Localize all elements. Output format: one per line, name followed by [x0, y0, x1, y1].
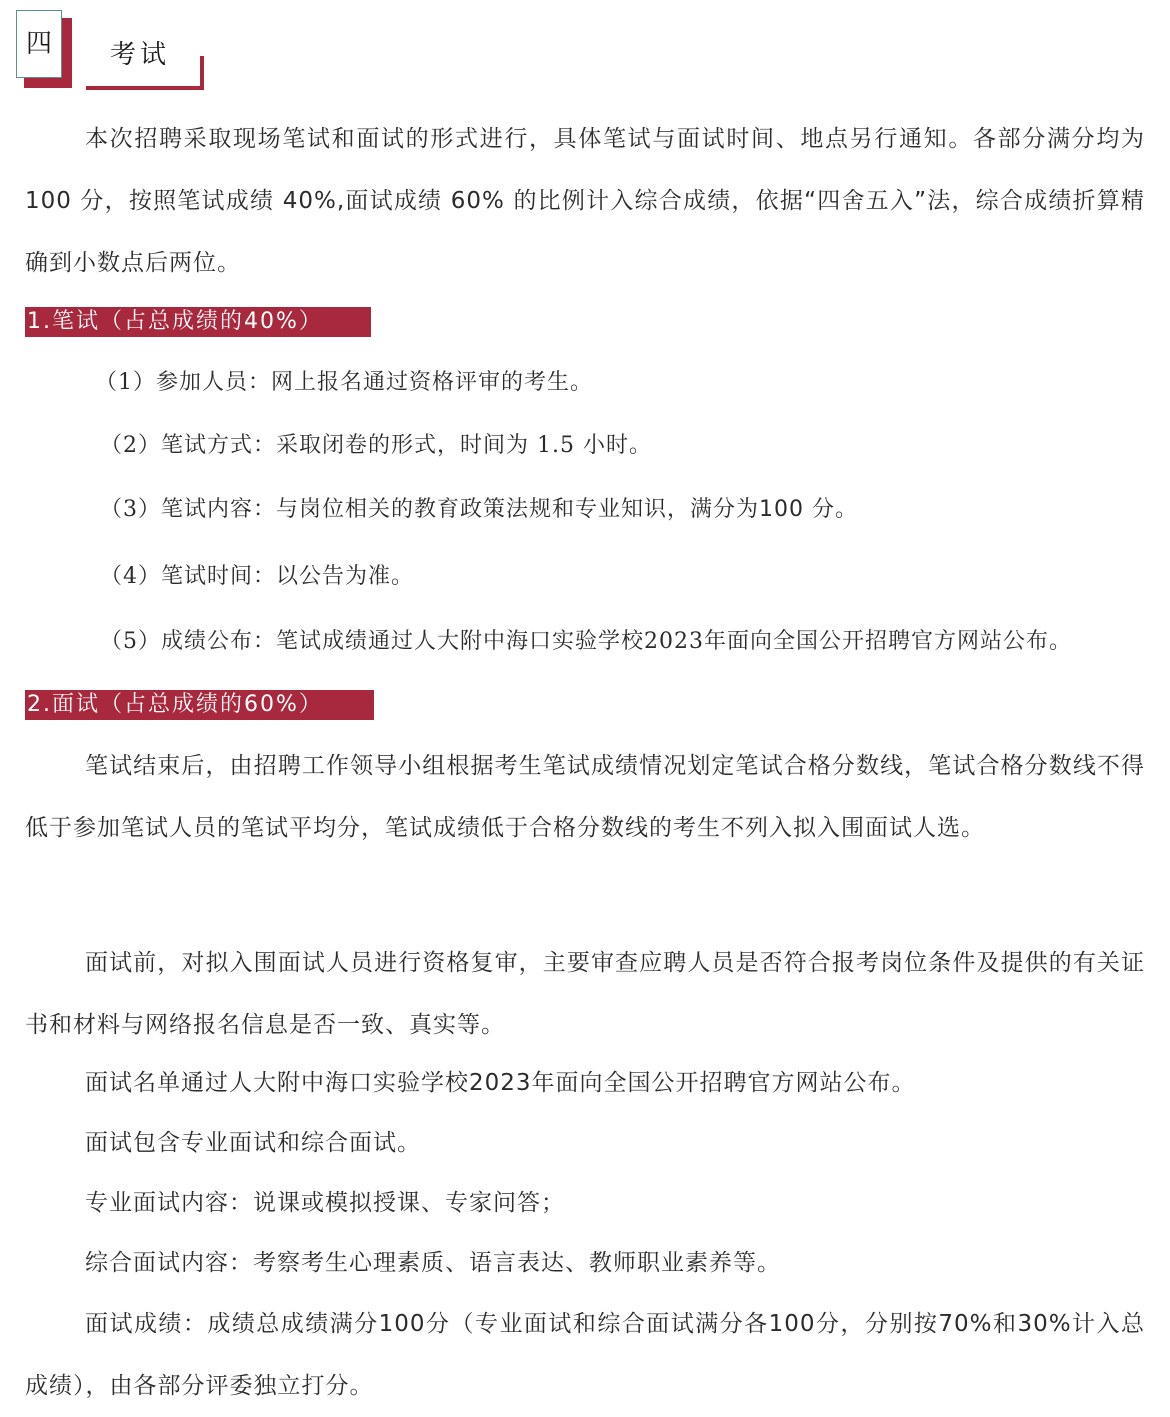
item-text: 网上报名通过资格评审的考生。: [271, 370, 594, 395]
title-corner-line: [200, 56, 204, 90]
item-label: （2）笔试方式：: [100, 433, 276, 458]
interview-paragraph-1: 笔试结束后，由招聘工作领导小组根据考生笔试成绩情况划定笔试合格分数线，笔试合格分数线不得低于参加笔试人员的笔试平均分，笔试成绩低于合格分数线的考生不列入拟入围面试人选。: [25, 753, 1145, 841]
intro-paragraph: 本次招聘采取现场笔试和面试的形式进行，具体笔试与面试时间、地点另行通知。各部分满分均为 100 分，按照笔试成绩 40%,面试成绩 60% 的比例计入综合成绩，依据“四舍五入”法，综合成绩折算精确到小数点后两位。: [25, 126, 1145, 276]
section-header: [0, 0, 260, 100]
section2-heading: 2.面试（占总成绩的60%）: [25, 690, 374, 720]
item-label: （1）参加人员：: [95, 370, 271, 395]
section-number: 四: [16, 10, 62, 78]
item-label: （5）成绩公布：: [100, 629, 276, 654]
written-item-3: [100, 490, 858, 530]
interview-line-4: 综合面试内容：考察考生心理素质、语言表达、教师职业素养等。: [85, 1250, 781, 1276]
interview-paragraph-3: 面试成绩：成绩总成绩满分100分（专业面试和综合面试满分各100分，分别按70%和30%计入总成绩），由各部分评委独立打分。: [25, 1311, 1145, 1399]
item-text: 以公告为准。: [276, 564, 415, 589]
interview-line-3: 专业面试内容：说课或模拟授课、专家问答；: [85, 1190, 565, 1216]
written-item-2: [100, 426, 652, 466]
item-text: 采取闭卷的形式，时间为 1.5 小时。: [276, 433, 652, 458]
section-title: 考试: [110, 40, 171, 70]
written-item-5: [100, 622, 1072, 662]
interview-line-2: 面试包含专业面试和综合面试。: [85, 1130, 421, 1156]
interview-paragraph-2: 面试前，对拟入围面试人员进行资格复审，主要审查应聘人员是否符合报考岗位条件及提供的有关证书和材料与网络报名信息是否一致、真实等。: [25, 950, 1145, 1038]
title-underline: [86, 86, 204, 90]
section1-heading: 1.笔试（占总成绩的40%）: [25, 307, 371, 337]
item-label: （3）笔试内容：: [100, 497, 276, 522]
written-item-4: [100, 557, 414, 597]
written-item-1: [95, 363, 593, 403]
item-label: （4）笔试时间：: [100, 564, 276, 589]
item-text: 与岗位相关的教育政策法规和专业知识，满分为100 分。: [276, 497, 858, 522]
item-text: 笔试成绩通过人大附中海口实验学校2023年面向全国公开招聘官方网站公布。: [276, 629, 1072, 654]
interview-line-1: 面试名单通过人大附中海口实验学校2023年面向全国公开招聘官方网站公布。: [85, 1070, 916, 1096]
